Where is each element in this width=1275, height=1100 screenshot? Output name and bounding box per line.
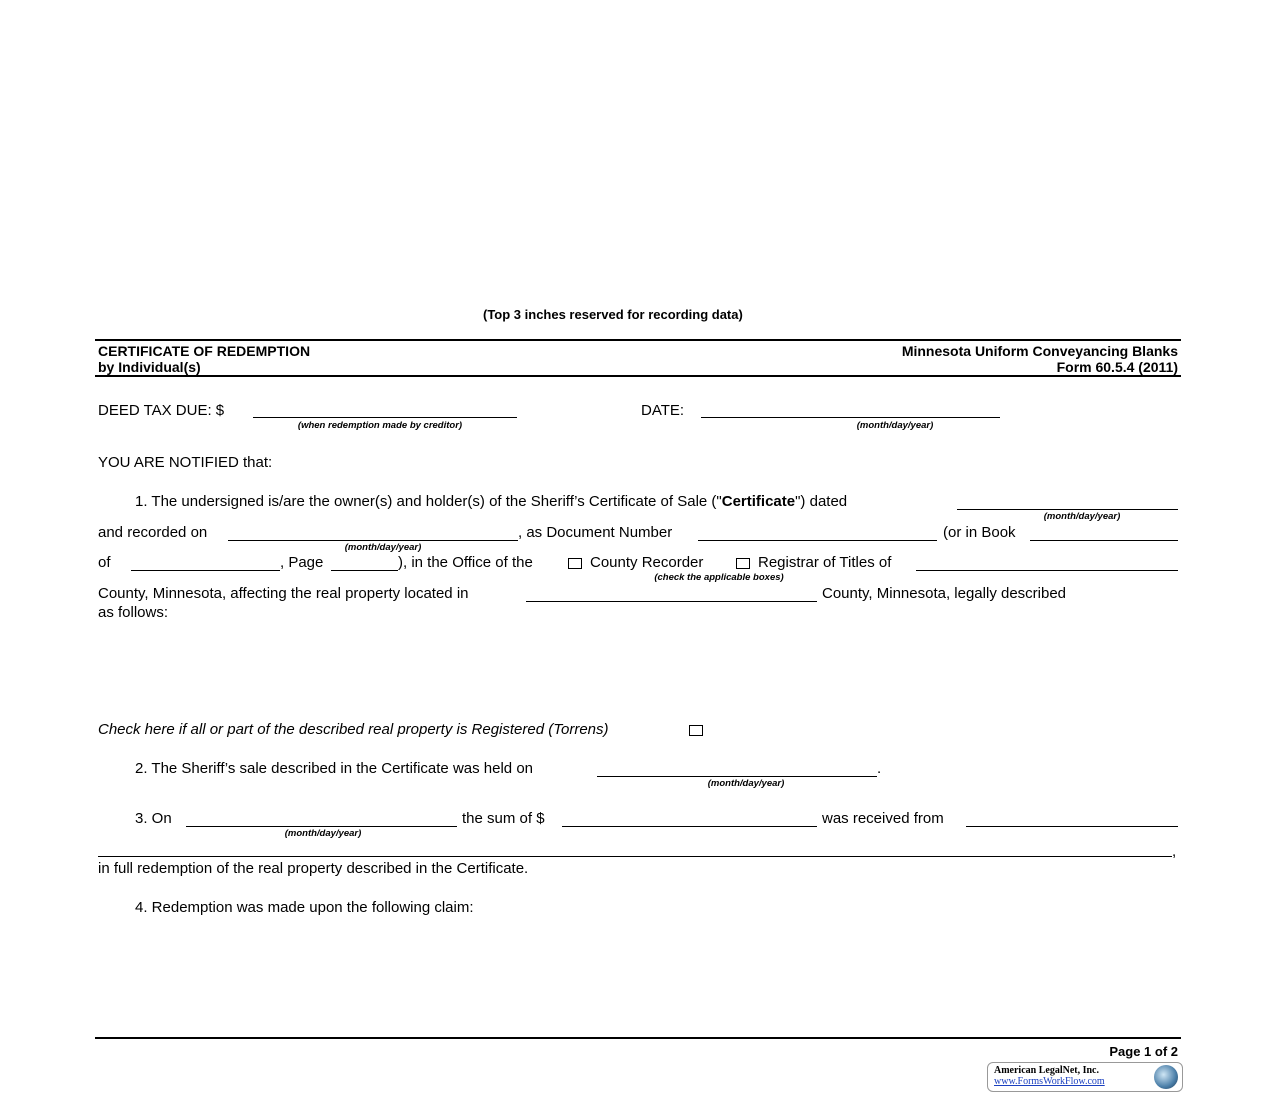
county-label: County, Minnesota, affecting the real property located in	[98, 585, 469, 602]
logo-name: American LegalNet, Inc.	[994, 1065, 1099, 1076]
american-legalnet-logo	[987, 1062, 1183, 1092]
deed-tax-field[interactable]	[253, 417, 517, 418]
hint: (check the applicable boxes)	[654, 572, 784, 583]
office-label: ), in the Office of the	[398, 554, 533, 571]
logo-url-link[interactable]: www.FormsWorkFlow.com	[994, 1076, 1105, 1087]
of-label: of	[98, 554, 111, 571]
received-label: was received from	[822, 810, 944, 827]
registrar-county-field[interactable]	[916, 570, 1178, 571]
divider	[95, 1037, 1181, 1039]
deed-tax-hint: (when redemption made by creditor)	[297, 420, 463, 431]
date-label: DATE:	[641, 402, 685, 419]
form-title: CERTIFICATE OF REDEMPTION	[98, 343, 311, 359]
redemption-date-field[interactable]	[186, 826, 457, 827]
page-number: Page 1 of 2	[1109, 1044, 1178, 1059]
sum-label: the sum of $	[462, 810, 545, 827]
reserved-note: (Top 3 inches reserved for recording data)	[483, 307, 743, 322]
hint: (month/day/year)	[707, 778, 785, 789]
received-from-field-2[interactable]	[98, 856, 1172, 857]
received-from-field[interactable]	[966, 826, 1178, 827]
item3-on: 3. On	[135, 810, 172, 827]
sum-field[interactable]	[562, 826, 817, 827]
full-redemption-text: in full redemption of the real property described in the Certificate.	[98, 860, 529, 877]
date-hint: (month/day/year)	[856, 420, 934, 431]
item1-text: 1. The undersigned is/are the owner(s) and holder(s) of the Sheriff’s Certificate of Sale ("Certificate") dated	[135, 493, 848, 510]
item2-text: 2. The Sheriff’s sale described in the Certificate was held on	[135, 760, 533, 777]
hint: (month/day/year)	[1043, 511, 1121, 522]
deed-tax-label: DEED TAX DUE: $	[98, 402, 225, 419]
registrar-label: Registrar of Titles of	[758, 554, 892, 571]
torrens-label: Check here if all or part of the described real property is Registered (Torrens)	[98, 721, 609, 738]
torrens-checkbox[interactable]	[689, 725, 703, 736]
form-number: Form 60.5.4 (2011)	[1056, 359, 1178, 375]
date-field[interactable]	[701, 417, 1000, 418]
form-subtitle: by Individual(s)	[98, 359, 201, 375]
property-county-field[interactable]	[526, 601, 817, 602]
book-field[interactable]	[1030, 540, 1178, 541]
hint: (month/day/year)	[284, 828, 362, 839]
county-recorder-label: County Recorder	[590, 554, 704, 571]
county-recorder-checkbox[interactable]	[568, 558, 582, 569]
certificate-date-field[interactable]	[957, 509, 1178, 510]
form-series: Minnesota Uniform Conveyancing Blanks	[901, 343, 1178, 359]
page-field[interactable]	[331, 570, 398, 571]
book-label: (or in Book	[943, 524, 1016, 541]
recorded-on-label: and recorded on	[98, 524, 208, 541]
comma: ,	[1172, 843, 1177, 860]
item4-text: 4. Redemption was made upon the following claim:	[135, 899, 474, 916]
hint: (month/day/year)	[344, 542, 422, 553]
doc-number-label: , as Document Number	[518, 524, 673, 541]
document-number-field[interactable]	[698, 540, 937, 541]
sale-date-field[interactable]	[597, 776, 877, 777]
recorded-date-field[interactable]	[228, 540, 518, 541]
notified-text: YOU ARE NOTIFIED that:	[98, 454, 273, 471]
divider	[95, 375, 1181, 377]
as-follows-label: as follows:	[98, 604, 169, 621]
page-label: , Page	[280, 554, 324, 571]
registrar-checkbox[interactable]	[736, 558, 750, 569]
divider	[95, 339, 1181, 341]
book-of-field[interactable]	[131, 570, 280, 571]
globe-icon	[1154, 1065, 1178, 1089]
period: .	[877, 760, 882, 777]
legally-label: County, Minnesota, legally described	[822, 585, 1067, 602]
